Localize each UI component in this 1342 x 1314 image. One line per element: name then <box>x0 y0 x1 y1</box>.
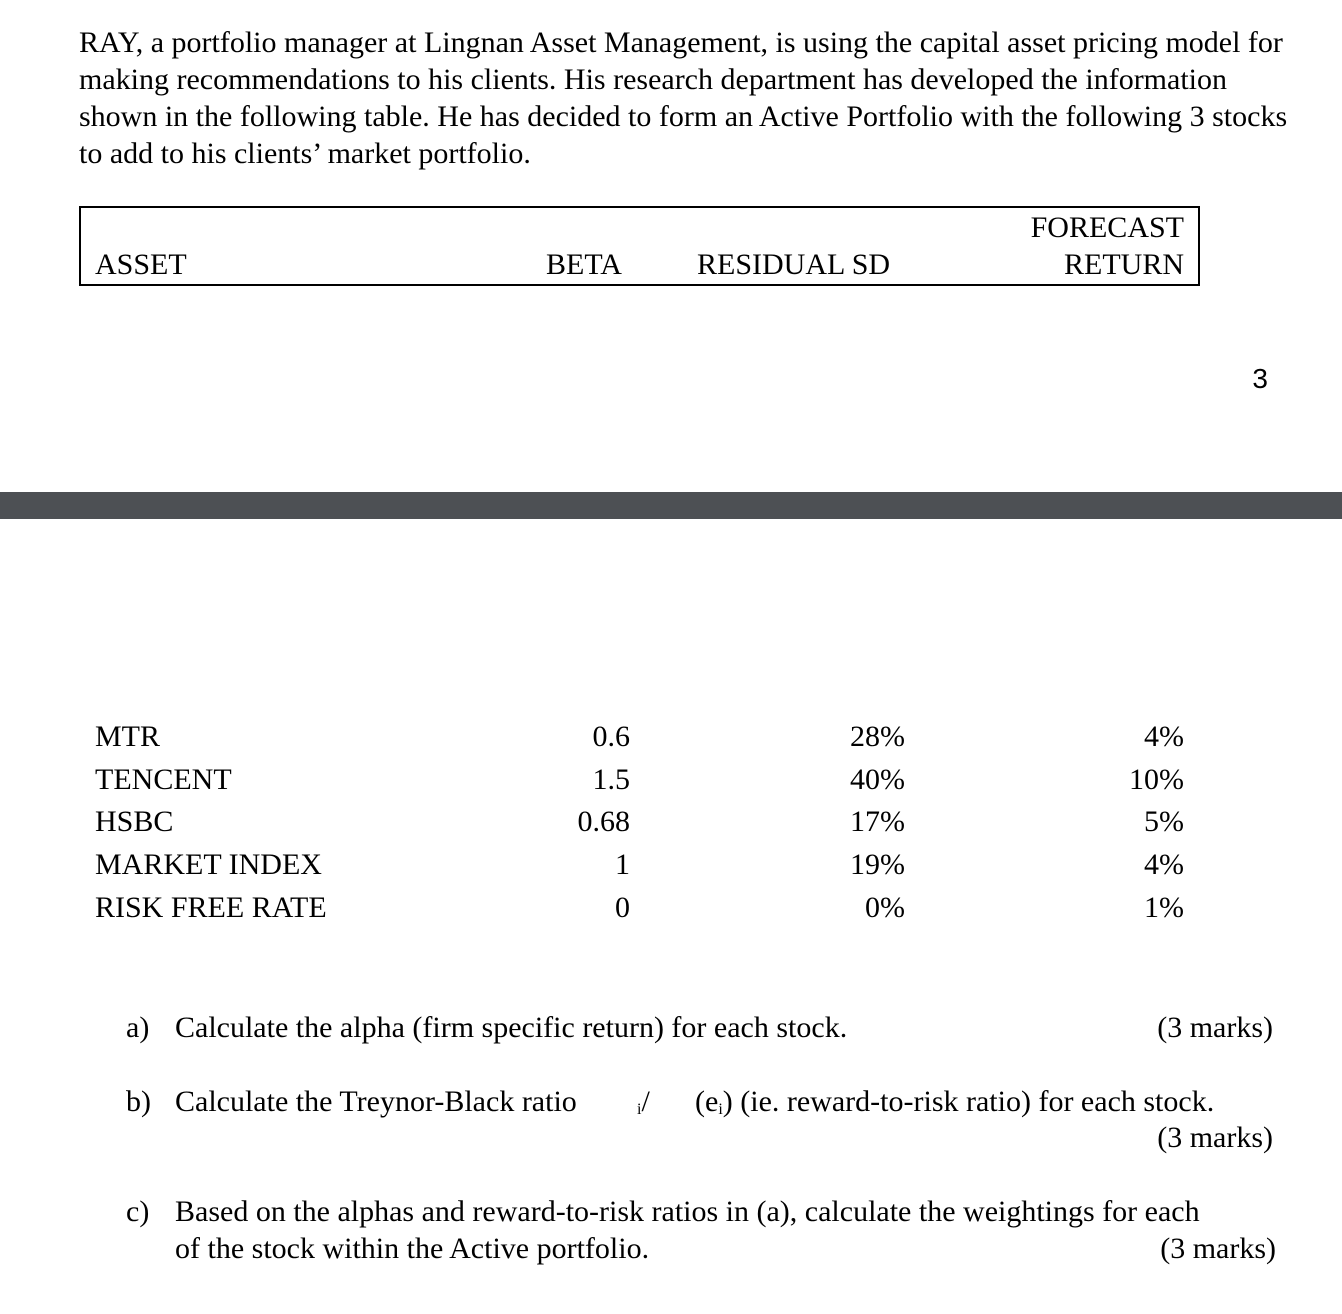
cell-beta: 0.68 <box>577 805 630 838</box>
cell-forecast: 4% <box>1144 720 1184 753</box>
question-b-text: Calculate the Treynor-Black ratio <box>175 1085 577 1118</box>
question-b-label: b) <box>126 1085 151 1118</box>
header-forecast-line2: RETURN <box>1064 248 1184 281</box>
cell-residual-sd: 19% <box>850 848 905 881</box>
cell-residual-sd: 40% <box>850 763 905 796</box>
question-a-label: a) <box>126 1011 150 1044</box>
cell-beta: 0.6 <box>592 720 630 753</box>
cell-asset: MTR <box>95 720 161 753</box>
header-asset: ASSET <box>95 248 187 281</box>
cell-beta: 0 <box>615 891 630 924</box>
cell-forecast: 5% <box>1144 805 1184 838</box>
cell-residual-sd: 0% <box>865 891 905 924</box>
cell-asset: HSBC <box>95 805 174 838</box>
page-divider <box>0 492 1342 519</box>
cell-forecast: 1% <box>1144 891 1184 924</box>
question-b-text-end: (ei) (ie. reward-to-risk ratio) for each stock. <box>695 1085 1215 1118</box>
cell-residual-sd: 28% <box>850 720 905 753</box>
cell-forecast: 10% <box>1129 763 1184 796</box>
cell-residual-sd: 17% <box>850 805 905 838</box>
question-b-marks: (3 marks) <box>1157 1121 1273 1154</box>
question-c-line2: of the stock within the Active portfolio. <box>175 1232 650 1265</box>
cell-asset: RISK FREE RATE <box>95 891 327 924</box>
cell-beta: 1.5 <box>592 763 630 796</box>
header-beta: BETA <box>546 248 622 281</box>
question-a-marks: (3 marks) <box>1157 1011 1273 1044</box>
question-c-line1: Based on the alphas and reward-to-risk ratios in (a), calculate the weightings for each <box>175 1195 1200 1228</box>
header-forecast-line1: FORECAST <box>1030 211 1184 244</box>
page-number: 3 <box>1252 363 1268 394</box>
cell-forecast: 4% <box>1144 848 1184 881</box>
question-b-ratio-symbol: i/ <box>637 1085 650 1118</box>
question-c-marks: (3 marks) <box>1160 1232 1276 1265</box>
cell-asset: TENCENT <box>95 763 232 796</box>
cell-beta: 1 <box>615 848 630 881</box>
question-c-label: c) <box>126 1195 150 1228</box>
question-a-text: Calculate the alpha (firm specific return) for each stock. <box>175 1011 848 1044</box>
cell-asset: MARKET INDEX <box>95 848 322 881</box>
header-residual-sd: RESIDUAL SD <box>697 248 891 281</box>
intro-paragraph: RAY, a portfolio manager at Lingnan Asset Management, is using the capital asset pricing model for making recommendations to his clients. His research department has developed the information shown in the following table. He has decided to form an Active Portfolio with the following 3 stocks to add to his clients’ market portfolio. <box>79 26 1288 170</box>
